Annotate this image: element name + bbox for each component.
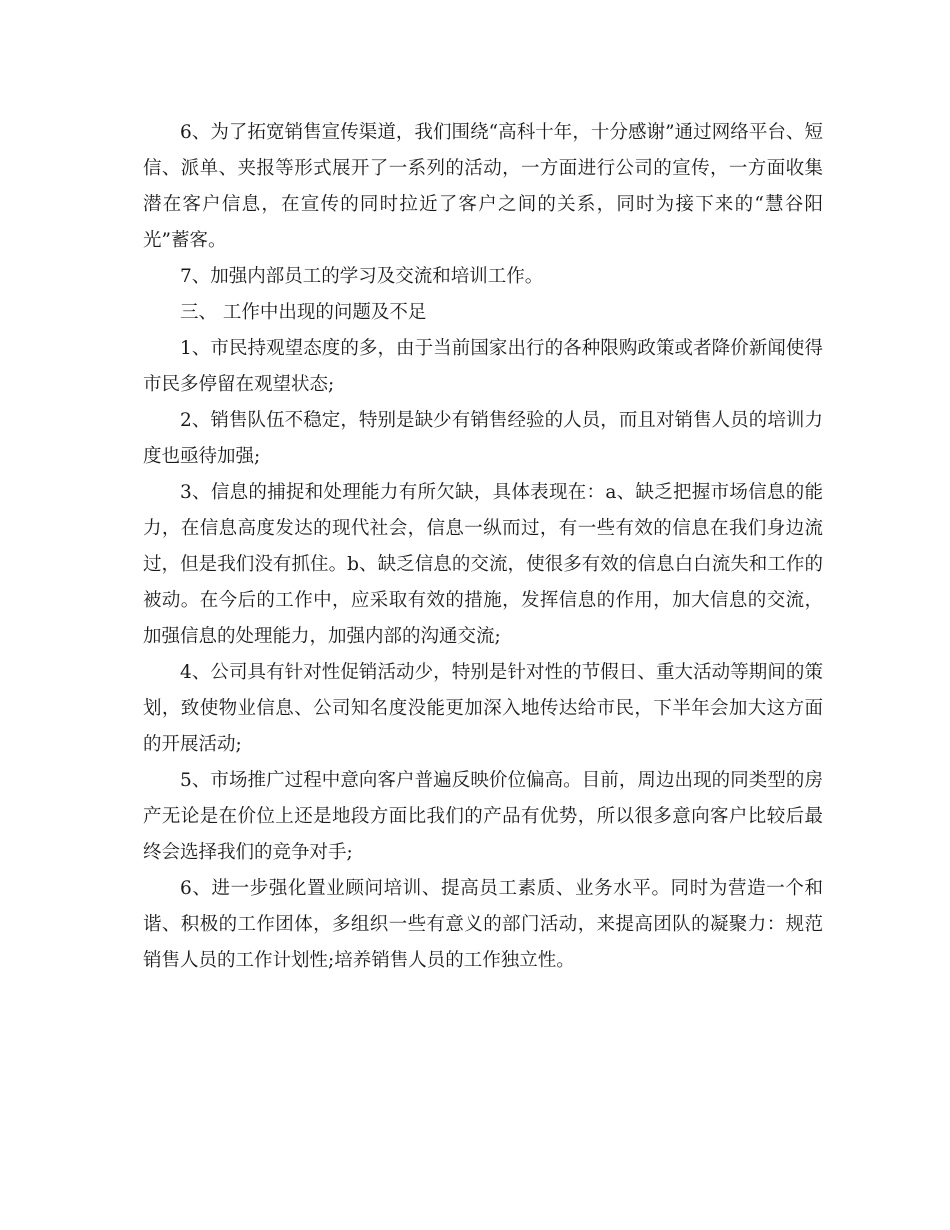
paragraph-problem-2: 2、销售队伍不稳定，特别是缺少有销售经验的人员，而且对销售人员的培训力度也亟待加强;: [143, 410, 823, 467]
paragraph-item-6-promotion: 6、为了拓宽销售宣传渠道，我们围绕“高科十年，十分感谢”通过网络平台、短信、派单、夹报等形式展开了一系列的活动，一方面进行公司的宣传，一方面收集潜在客户信息，在宣传的同时拉近了客户之间的关系，同时为接下来的“慧谷阳光”蓄客。: [143, 122, 823, 251]
paragraph-problem-4: 4、公司具有针对性促销活动少，特别是针对性的节假日、重大活动等期间的策划，致使物业信息、公司知名度没能更加深入地传达给市民，下半年会加大这方面的开展活动;: [143, 662, 823, 755]
paragraph-problem-6: 6、进一步强化置业顾问培训、提高员工素质、业务水平。同时为营造一个和谐、积极的工作团体，多组织一些有意义的部门活动，来提高团队的凝聚力：规范销售人员的工作计划性;培养销售人员的工作独立性。: [143, 878, 823, 971]
paragraph-problem-1: 1、市民持观望态度的多，由于当前国家出行的各种限购政策或者降价新闻使得市民多停留在观望状态;: [143, 338, 823, 395]
document-body: [143, 115, 823, 979]
paragraph-problem-5: 5、市场推广过程中意向客户普遍反映价位偏高。目前，周边出现的同类型的房产无论是在价位上还是地段方面比我们的产品有优势，所以很多意向客户比较后最终会选择我们的竞争对手;: [143, 770, 823, 863]
paragraph-item-7-training: 7、加强内部员工的学习及交流和培训工作。: [180, 266, 544, 287]
paragraph-problem-3: 3、信息的捕捉和处理能力有所欠缺，具体表现在：a、缺乏把握市场信息的能力，在信息高度发达的现代社会，信息一纵而过，有一些有效的信息在我们身边流过，但是我们没有抓住。b、缺乏信息的交流，使很多有效的信息白白流失和工作的被动。在今后的工作中，应采取有效的措施，发挥信息的作用，加大信息的交流，加强信息的处理能力，加强内部的沟通交流;: [143, 482, 823, 647]
section-heading-problems: 三、 工作中出现的问题及不足: [180, 302, 427, 323]
